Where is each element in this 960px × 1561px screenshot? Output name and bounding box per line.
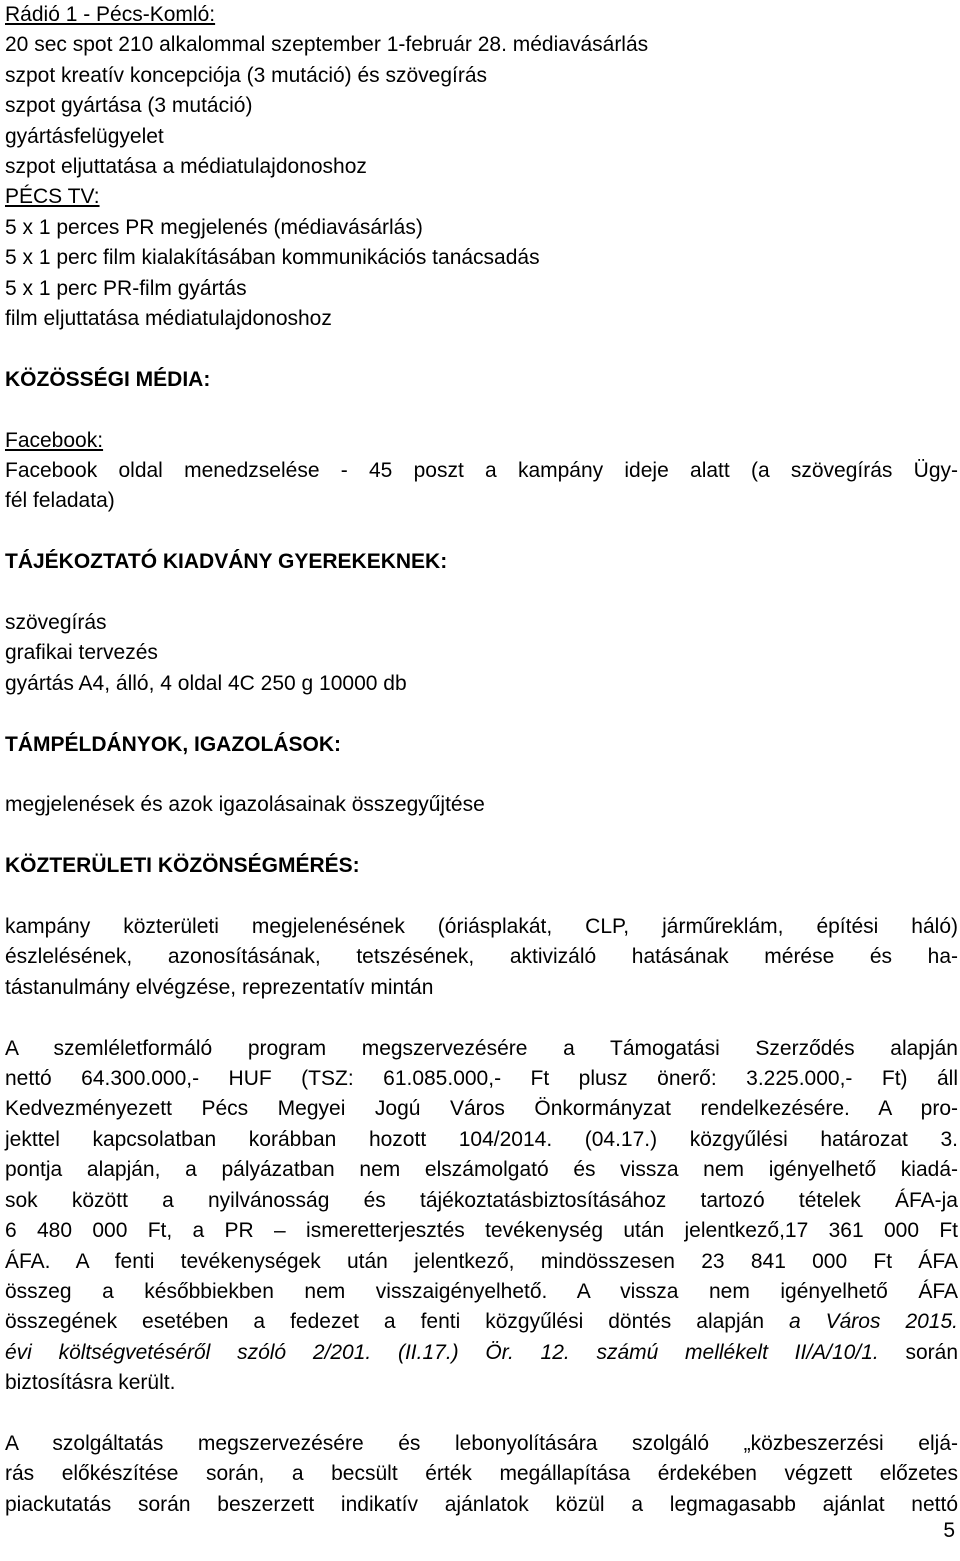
text-line: szpot eljuttatása a médiatulajdonoshoz (5, 155, 367, 179)
text-line (5, 1338, 958, 1368)
funding-paragraph (5, 1034, 958, 1399)
text-line: fél feladata) (5, 489, 115, 513)
subheading-facebook: Facebook: (5, 428, 104, 452)
text-line: rás előkészítése során, a becsült érték megállapítása érdekében végzett előzetes (5, 1462, 958, 1486)
tv-section (5, 182, 958, 334)
spacer (5, 578, 958, 608)
text-line: nettó 64.300.000,- HUF (TSZ: 61.085.000,- Ft plusz önerő: 3.225.000,- Ft) áll (5, 1067, 958, 1091)
text-line: kampány közterületi megjelenésének (óriásplakát, CLP, járműreklám, építési háló) (5, 915, 958, 939)
text-line: 5 x 1 perc film kialakításában kommunikációs tanácsadás (5, 246, 540, 270)
text-line: biztosításra került. (5, 1371, 176, 1395)
text-segment: során (878, 1340, 958, 1364)
survey-section (5, 851, 958, 1003)
page-number: 5 (943, 1519, 955, 1542)
text-line: szövegírás (5, 611, 107, 635)
spacer (5, 821, 958, 851)
text-line: jekttel kapcsolatban korábban hozott 104/2014. (04.17.) közgyűlési határozat 3. (5, 1127, 958, 1151)
text-line: szpot kreatív koncepciója (3 mutáció) és szövegírás (5, 63, 488, 87)
italic-reference: a Város 2015. (788, 1310, 958, 1334)
spacer (5, 882, 958, 912)
section-heading-brochure: TÁJÉKOZTATÓ KIADVÁNY GYEREKEKNEK: (5, 550, 448, 574)
text-line: megjelenések és azok igazolásainak összegyűjtése (5, 793, 485, 817)
radio-section (5, 0, 958, 182)
spacer (5, 1399, 958, 1429)
samples-section (5, 730, 958, 821)
text-line: A szolgáltatás megszervezésére és lebonyolítására szolgáló „közbeszerzési eljá- (5, 1431, 958, 1455)
text-line: piackutatás során beszerzett indikatív ajánlatok közül a legmagasabb ajánlat nettó (5, 1492, 958, 1516)
spacer (5, 760, 958, 790)
text-line: tástanulmány elvégzése, reprezentatív mintán (5, 975, 434, 999)
text-line: Kedvezményezett Pécs Megyei Jogú Város Önkormányzat rendelkezésére. A pro- (5, 1097, 958, 1121)
document-page (5, 0, 958, 1520)
text-line: 6 480 000 Ft, a PR – ismeretterjesztés tevékenység után jelentkező,17 361 000 Ft (5, 1219, 958, 1243)
italic-reference: évi költségvetéséről szóló 2/201. (II.17.) Ör. 12. számú mellékelt II/A/10/1. (5, 1340, 879, 1364)
text-line: sok között a nyilvánosság és tájékoztatásbiztosításához tartozó tételek ÁFA-ja (5, 1188, 958, 1212)
section-heading-radio: Rádió 1 - Pécs-Komló: (5, 3, 216, 26)
text-line: Facebook oldal menedzselése - 45 poszt a kampány ideje alatt (a szövegírás Ügy- (5, 459, 958, 483)
text-line: gyártásfelügyelet (5, 124, 164, 148)
text-line: 5 x 1 perces PR megjelenés (médiavásárlás) (5, 215, 423, 239)
text-line (5, 1307, 958, 1337)
section-heading-survey: KÖZTERÜLETI KÖZÖNSÉGMÉRÉS: (5, 854, 360, 878)
text-line: összeg a későbbiekben nem visszaigényelhető. A vissza nem igényelhető ÁFA (5, 1279, 958, 1303)
section-heading-tv: PÉCS TV: (5, 185, 100, 209)
text-line: A szemléletformáló program megszervezésére a Támogatási Szerződés alapján (5, 1036, 958, 1060)
text-line: 5 x 1 perc PR-film gyártás (5, 276, 247, 300)
text-line: szpot gyártása (3 mutáció) (5, 94, 253, 118)
section-heading-social-media: KÖZÖSSÉGI MÉDIA: (5, 367, 211, 391)
spacer (5, 395, 958, 425)
brochure-section (5, 547, 958, 699)
text-line: ÁFA. A fenti tevékenységek után jelentkező, mindösszesen 23 841 000 Ft ÁFA (5, 1249, 958, 1273)
spacer (5, 699, 958, 729)
text-line: gyártás A4, álló, 4 oldal 4C 250 g 10000 db (5, 671, 407, 695)
section-heading-samples: TÁMPÉLDÁNYOK, IGAZOLÁSOK: (5, 732, 341, 756)
spacer (5, 517, 958, 547)
text-line: film eljuttatása médiatulajdonoshoz (5, 307, 332, 331)
spacer (5, 1003, 958, 1033)
text-line: észlelésének, azonosításának, tetszésének, aktivizáló hatásának mérése és ha- (5, 945, 958, 969)
text-line: pontja alapján, a pályázatban nem elszámolgató és vissza nem igényelhető kiadá- (5, 1158, 958, 1182)
text-segment: összegének esetében a fedezet a fenti közgyűlési döntés alapján (5, 1310, 789, 1334)
procurement-paragraph (5, 1429, 958, 1520)
spacer (5, 334, 958, 364)
text-line: grafikai tervezés (5, 641, 158, 665)
text-line: 20 sec spot 210 alkalommal szeptember 1-február 28. médiavásárlás (5, 33, 649, 57)
social-media-section (5, 365, 958, 517)
